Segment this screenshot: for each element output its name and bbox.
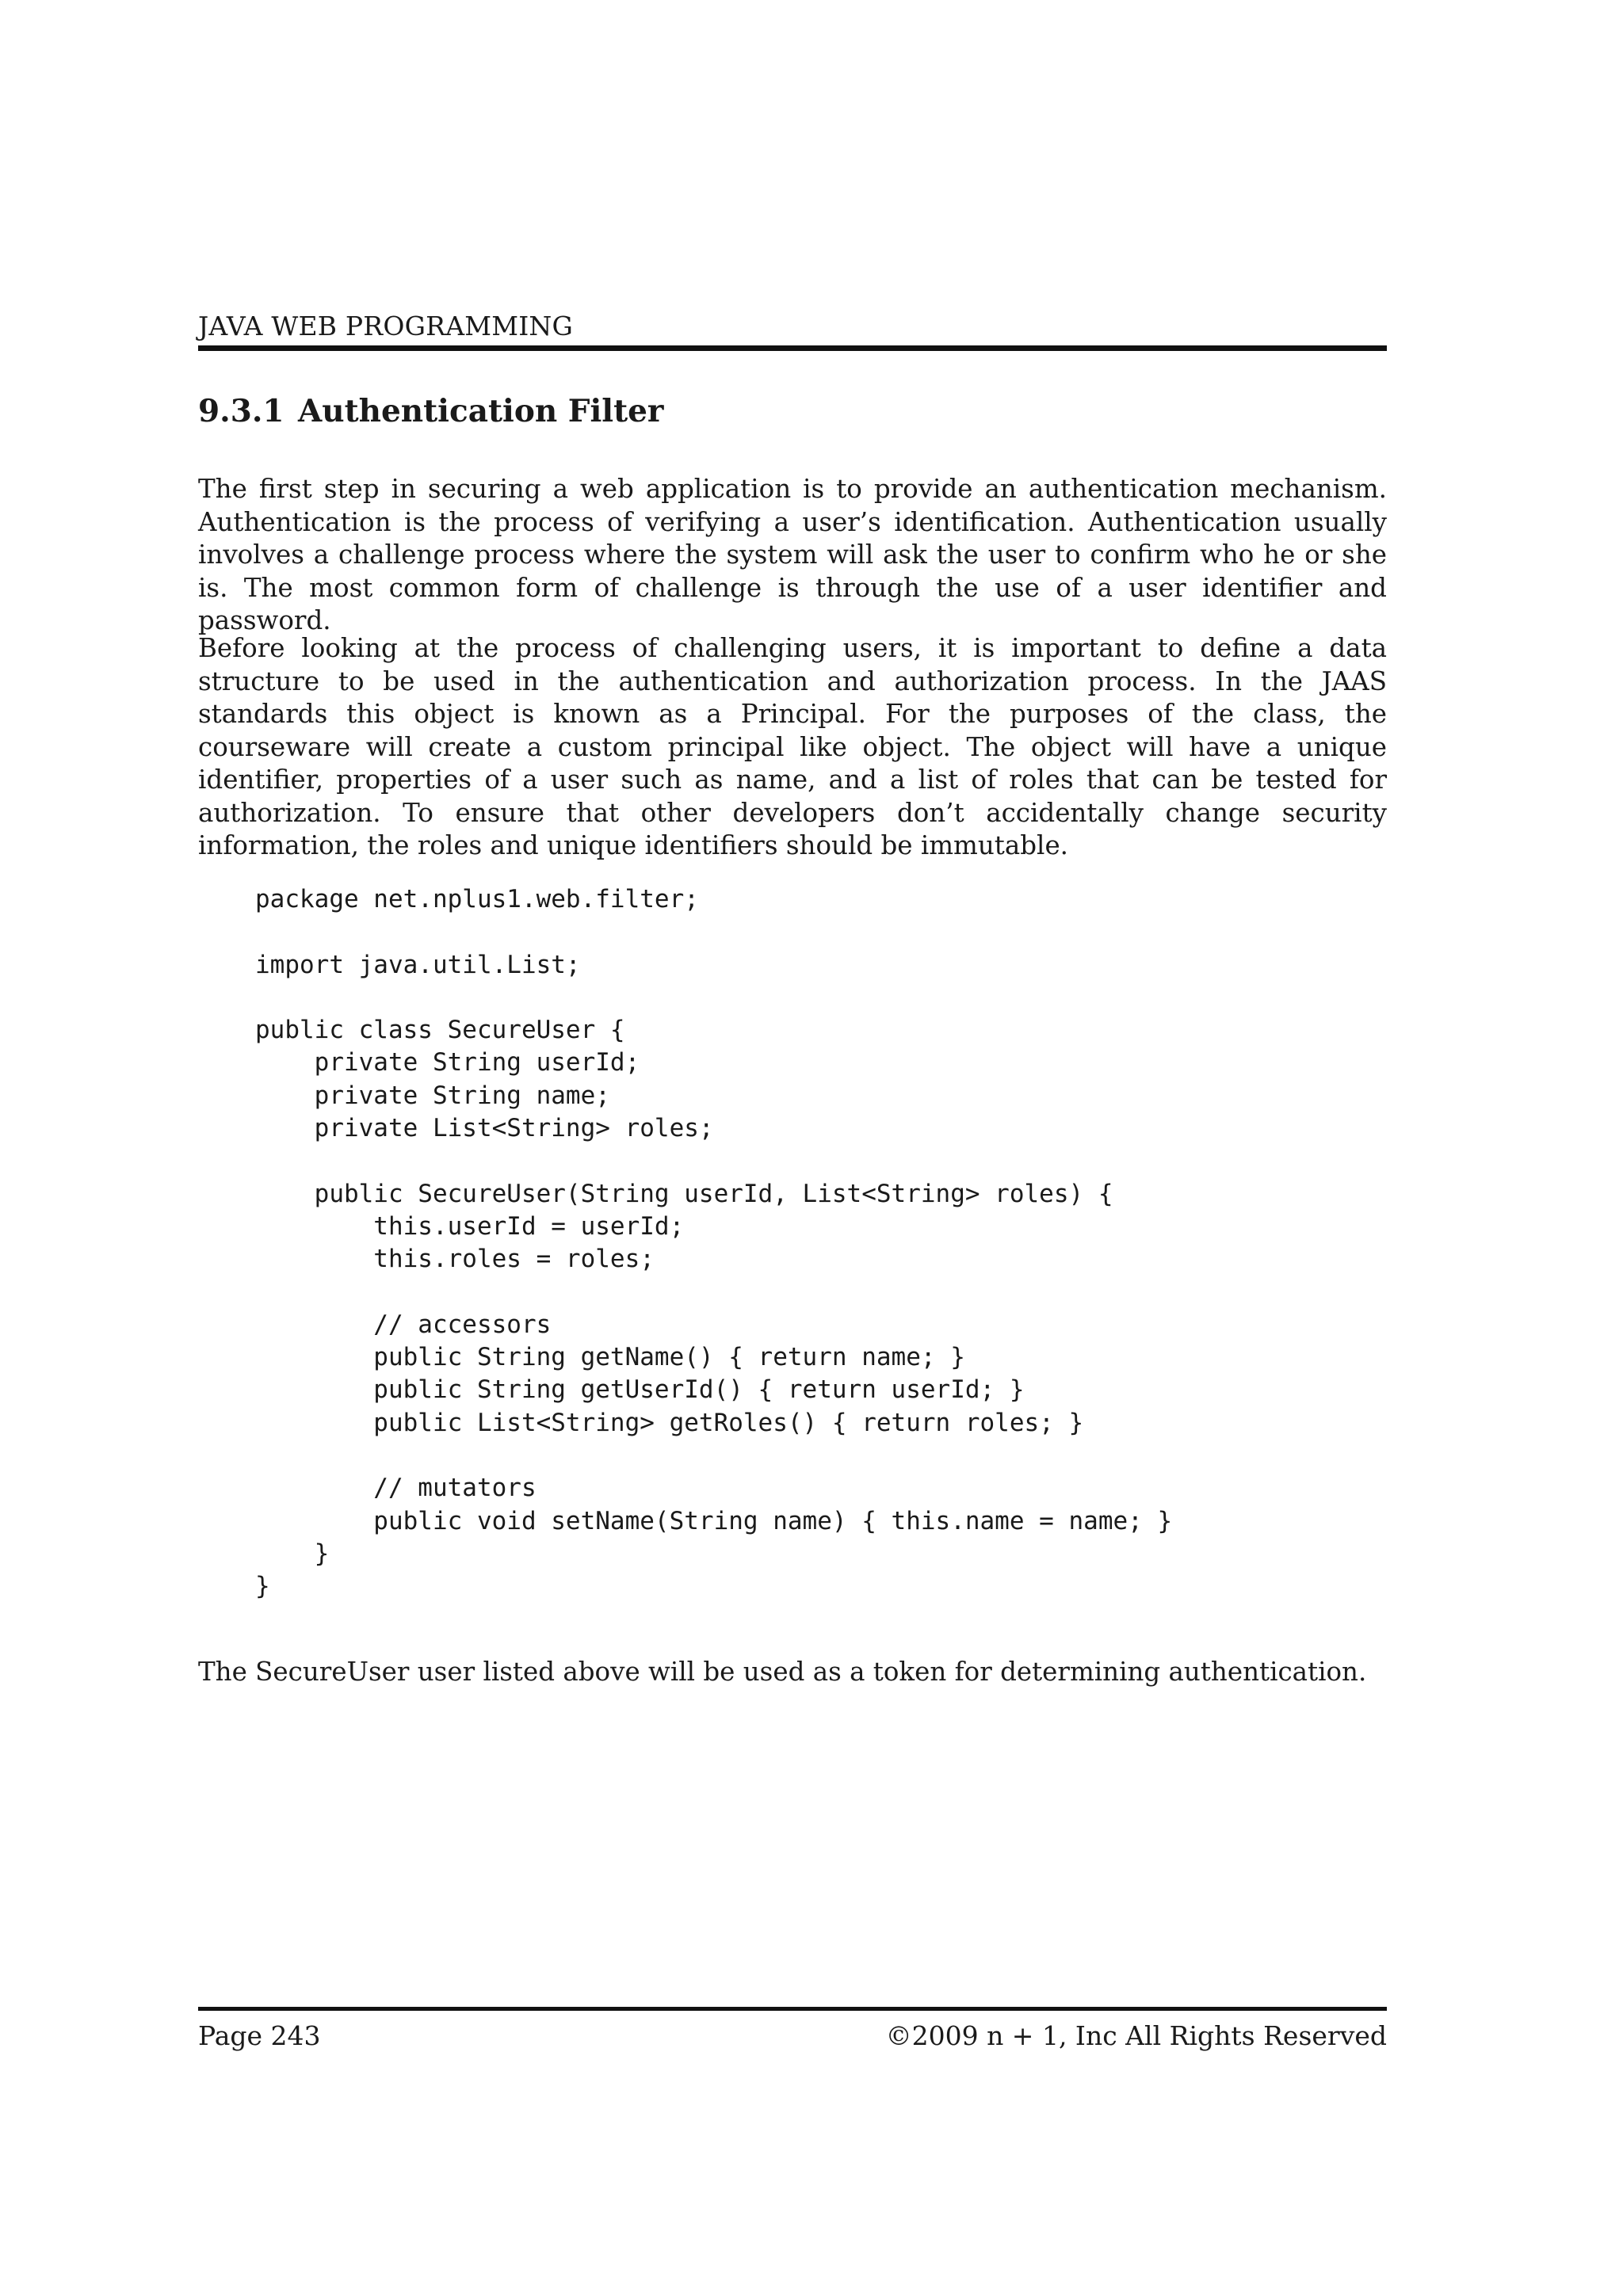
page-number: Page 243	[198, 2020, 321, 2051]
document-page	[198, 0, 1387, 2296]
footer-rule	[198, 2007, 1387, 2011]
code-listing: package net.nplus1.web.filter; import java.util.List; public class SecureUser { private String userId; private String name; private List<String> roles; public SecureUser(String userId, List<String> roles) { this.userId = userId; this.roles = roles; // accessors public String getName() { return name; } public String getUserId() { return userId; } public List<String> getRoles() { return roles; } // mutators public void setName(String name) { this.name = name; } } }	[255, 885, 1173, 1601]
copyright-notice: ©2009 n + 1, Inc All Rights Reserved	[885, 2020, 1387, 2051]
running-header: JAVA WEB PROGRAMMING	[198, 311, 574, 341]
section-title: Authentication Filter	[298, 393, 664, 429]
principal-paragraph: Before looking at the process of challenging users, it is important to define a data structure to be used in the authentication and authorization process. In the JAAS standards this object is known as a Principal. For the purposes of the class, the courseware will create a custom principal like object. The object will have a unique identifier, properties of a user such as name, and a list of roles that can be tested for authorization. To ensure that other developers don’t accidentally change security information, the roles and unique identifiers should be immutable.	[198, 633, 1387, 860]
section-number: 9.3.1	[198, 393, 285, 429]
header-rule	[198, 345, 1387, 351]
closing-paragraph: The SecureUser user listed above will be used as a token for determining authentication.	[198, 1657, 1367, 1687]
section-heading	[198, 393, 663, 429]
intro-paragraph: The first step in securing a web application is to provide an authentication mechanism. Authentication is the process of verifying a user’s identification. Authentication usually involves a challenge process where the system will ask the user to confirm who he or she is. The most common form of challenge is through the use of a user identifier and password.	[198, 474, 1387, 635]
